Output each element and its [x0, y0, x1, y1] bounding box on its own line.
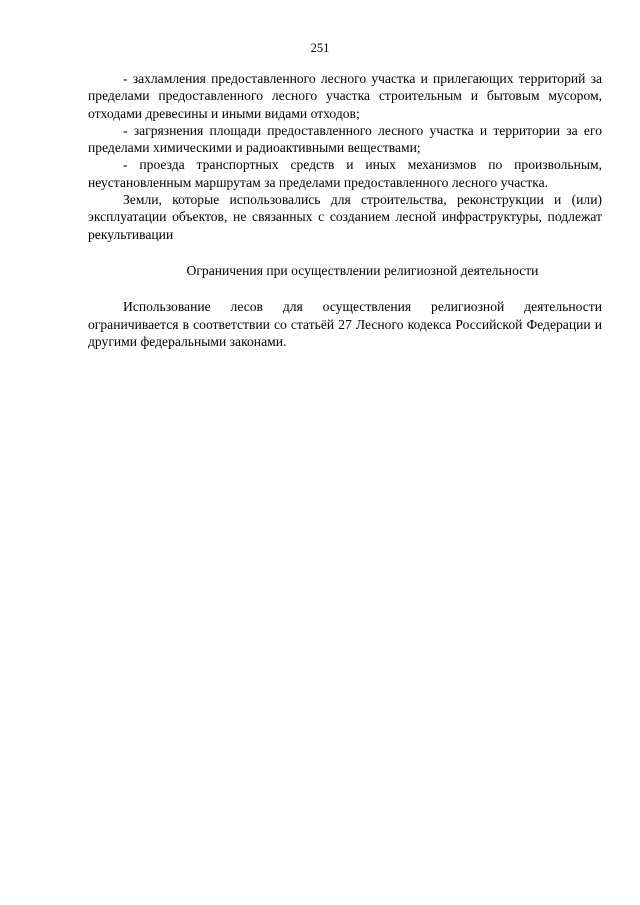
- paragraph-recultivation: Земли, которые использовались для строительства, реконструкции и (или) эксплуатации объектов, не связанных с созданием лесной инфраструктуры, подлежат рекультивации: [88, 192, 602, 242]
- paragraph-pollution: - загрязнения площади предоставленного лесного участка и территории за его пределами химическими и радиоактивными веществами;: [88, 122, 602, 156]
- section-heading: Ограничения при осуществлении религиозной деятельности: [186, 262, 539, 278]
- paragraph-vehicles: - проезда транспортных средств и иных механизмов по произвольным, неустановленным маршрутам за пределами предоставленного лесного участка.: [88, 157, 602, 190]
- paragraph-religious-use: Использование лесов для осуществления религиозной деятельности ограничивается в соответствии со статьёй 27 Лесного кодекса Российской Федерации и другими федеральными законами.: [88, 299, 602, 349]
- document-body: [88, 70, 602, 350]
- paragraph-littering: - захламления предоставленного лесного участка и прилегающих территорий за пределами предоставленного лесного участка строительным и бытовым мусором, отходами древесины и иными видами отходов;: [88, 71, 602, 121]
- page-number: 251: [310, 41, 330, 55]
